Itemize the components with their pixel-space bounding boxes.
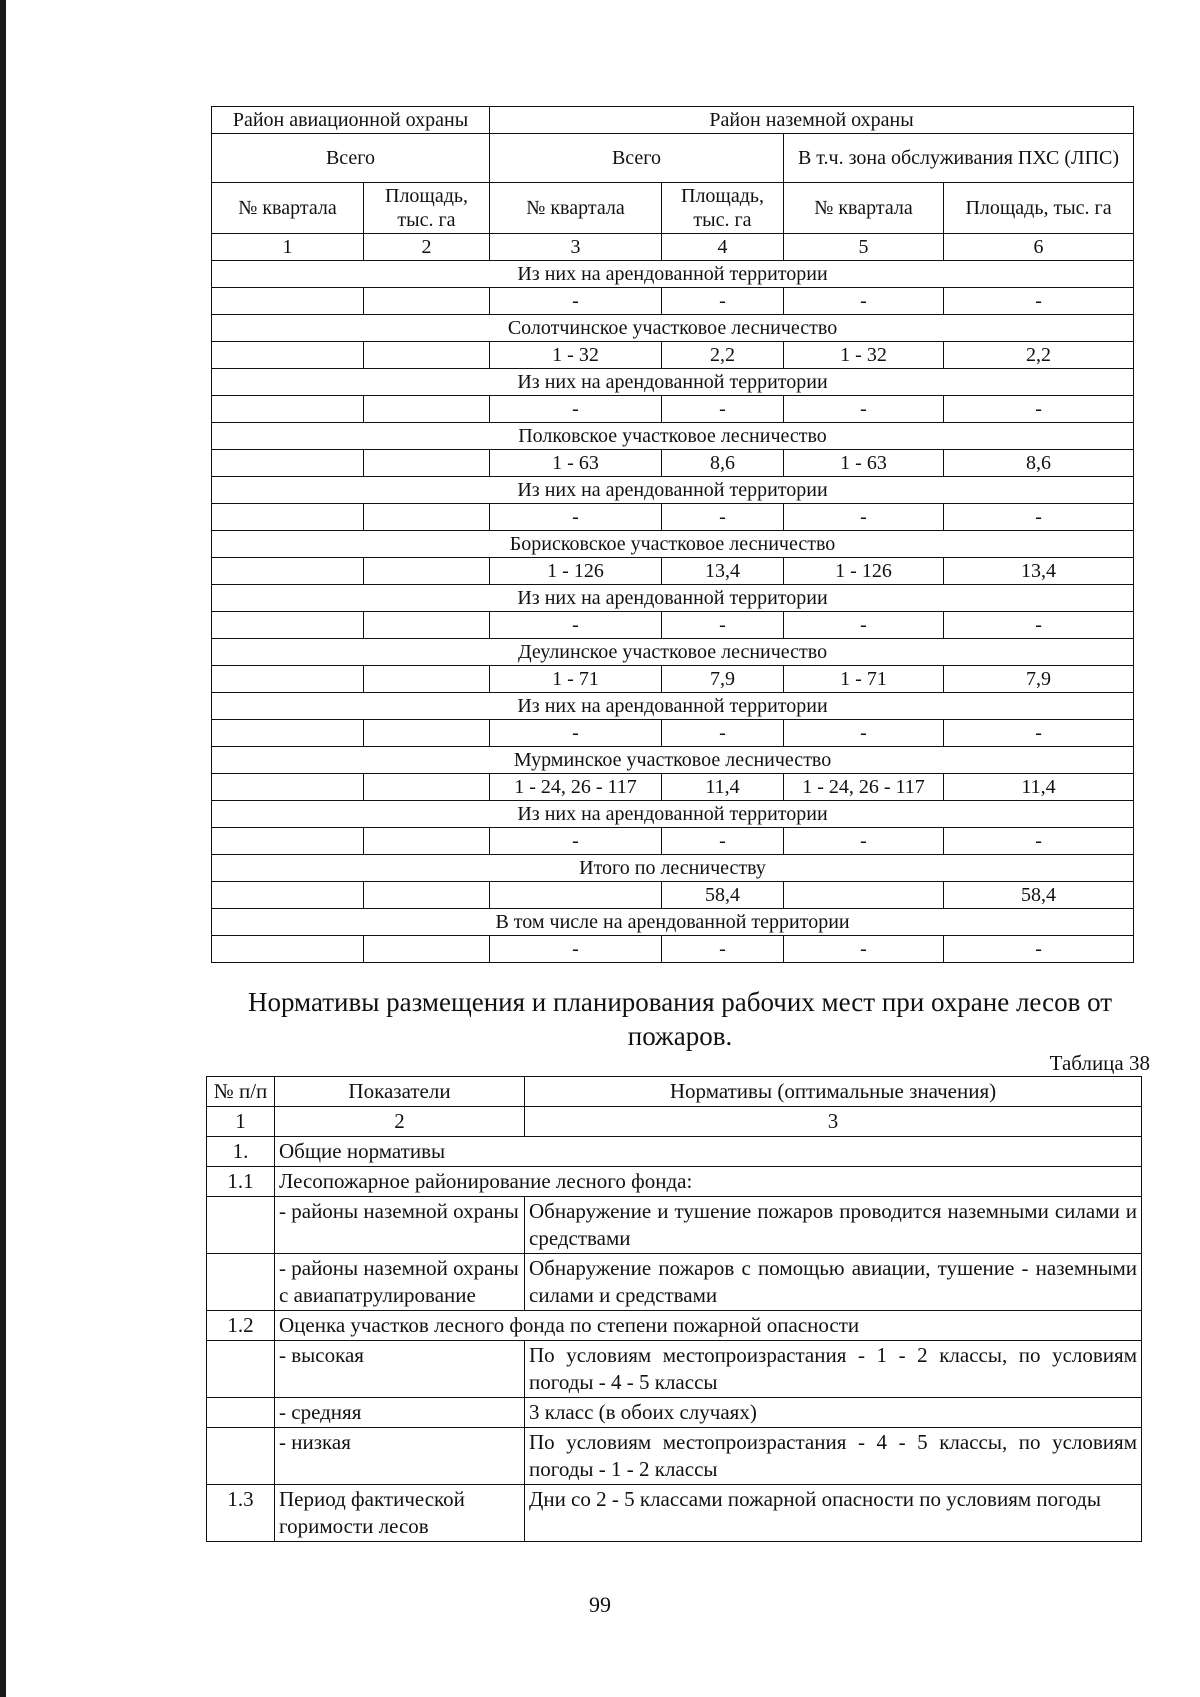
col-number: 4 (662, 234, 784, 261)
table2-header-row (207, 1077, 1142, 1107)
table1-header-row-3 (212, 183, 1134, 234)
table-cell (364, 828, 490, 855)
table-cell: - (784, 504, 944, 531)
scan-edge (0, 0, 6, 1697)
table1-header-row-1 (212, 107, 1134, 134)
table-cell (212, 720, 364, 747)
header-col2: Площадь, тыс. га (364, 183, 490, 234)
row-number (207, 1398, 275, 1428)
section-row (212, 909, 1134, 936)
table-cell: 1 - 71 (490, 666, 662, 693)
table-cell: - (490, 504, 662, 531)
table1-body (212, 107, 1134, 963)
table-cell (212, 774, 364, 801)
table-cell (364, 612, 490, 639)
table-cell: 7,9 (662, 666, 784, 693)
section-title: Итого по лесничеству (212, 855, 1134, 882)
table-cell (364, 666, 490, 693)
table-cell: - (662, 936, 784, 963)
indicator-cell: - высокая (275, 1341, 525, 1398)
page-number: 99 (589, 1592, 611, 1617)
section-title: Деулинское участковое лесничество (212, 639, 1134, 666)
col-number: 3 (525, 1107, 1142, 1137)
table-cell: - (490, 936, 662, 963)
table-cell (364, 558, 490, 585)
table-cell (364, 396, 490, 423)
section-title: Из них на арендованной территории (212, 693, 1134, 720)
table-cell: 1 - 63 (490, 450, 662, 477)
row-number (207, 1254, 275, 1311)
table-cell (364, 882, 490, 909)
table-cell: 2,2 (944, 342, 1134, 369)
table-cell: 1 - 24, 26 - 117 (784, 774, 944, 801)
section-title: Из них на арендованной территории (212, 477, 1134, 504)
header-num: № п/п (207, 1077, 275, 1107)
header-pxs-zone: В т.ч. зона обслуживания ПХС (ЛПС) (784, 134, 1134, 183)
table-cell: - (662, 396, 784, 423)
table-cell (364, 342, 490, 369)
table-cell: - (662, 612, 784, 639)
header-norms: Нормативы (оптимальные значения) (525, 1077, 1142, 1107)
norm-cell: Обнаружение и тушение пожаров проводится наземными силами и средствами (525, 1197, 1142, 1254)
section-row (212, 315, 1134, 342)
table1-header-row-2 (212, 134, 1134, 183)
row-number: 1.2 (207, 1311, 275, 1341)
table-cell (364, 720, 490, 747)
norm-cell: 3 класс (в обоих случаях) (525, 1398, 1142, 1428)
header-ground: Район наземной охраны (490, 107, 1134, 134)
norm-cell: По условиям местопроизрастания - 4 - 5 классы, по условиям погоды - 1 - 2 классы (525, 1428, 1142, 1485)
table-row (212, 936, 1134, 963)
table-row (212, 828, 1134, 855)
table-cell: - (784, 828, 944, 855)
table-cell: - (944, 720, 1134, 747)
table-cell: 1 - 24, 26 - 117 (490, 774, 662, 801)
table-cell: - (784, 288, 944, 315)
table-cell (212, 666, 364, 693)
row-number: 1.3 (207, 1485, 275, 1542)
table-cell: - (784, 612, 944, 639)
section-heading: Нормативы размещения и планирования рабочих мест при охране лесов от пожаров. (247, 987, 1113, 1051)
row-number (207, 1341, 275, 1398)
header-total-aviation: Всего (212, 134, 490, 183)
table-cell (212, 936, 364, 963)
table-row (212, 450, 1134, 477)
table-cell (784, 882, 944, 909)
section-row (212, 639, 1134, 666)
table-cell: 1 - 63 (784, 450, 944, 477)
table2-number-row (207, 1107, 1142, 1137)
section-row (212, 747, 1134, 774)
table-cell: 7,9 (944, 666, 1134, 693)
row-number: 1.1 (207, 1167, 275, 1197)
table-cell: - (662, 288, 784, 315)
table-cell: 13,4 (662, 558, 784, 585)
table-row (212, 774, 1134, 801)
table-cell: 11,4 (944, 774, 1134, 801)
table-cell: - (662, 720, 784, 747)
header-col4: Площадь, тыс. га (662, 183, 784, 234)
col-number: 5 (784, 234, 944, 261)
table-cell: - (944, 612, 1134, 639)
table-row (212, 882, 1134, 909)
table2-body (207, 1077, 1142, 1542)
table-cell: 1 - 32 (784, 342, 944, 369)
header-col3: № квартала (490, 183, 662, 234)
fire-protection-norms-table (206, 1076, 1142, 1542)
table-row (207, 1341, 1142, 1398)
header-col5: № квартала (784, 183, 944, 234)
table-cell (212, 396, 364, 423)
table-cell: - (944, 288, 1134, 315)
table-cell: 1 - 126 (490, 558, 662, 585)
table-row (212, 558, 1134, 585)
table-cell: 58,4 (944, 882, 1134, 909)
table-cell: - (784, 720, 944, 747)
section-title: Полковское участковое лесничество (212, 423, 1134, 450)
group-title: Общие нормативы (275, 1137, 1142, 1167)
group-title: Оценка участков лесного фонда по степени пожарной опасности (275, 1311, 1142, 1341)
table-cell (364, 288, 490, 315)
table-cell (212, 342, 364, 369)
header-aviation: Район авиационной охраны (212, 107, 490, 134)
table-cell: 1 - 32 (490, 342, 662, 369)
norm-cell: По условиям местопроизрастания - 1 - 2 классы, по условиям погоды - 4 - 5 классы (525, 1341, 1142, 1398)
table-row (212, 612, 1134, 639)
table-cell: - (784, 936, 944, 963)
col-number: 1 (207, 1107, 275, 1137)
section-row (212, 855, 1134, 882)
section-row (212, 801, 1134, 828)
table-cell (212, 450, 364, 477)
table-row (212, 396, 1134, 423)
table-row (212, 504, 1134, 531)
section-row (212, 369, 1134, 396)
forest-protection-areas-table (211, 106, 1134, 963)
table-cell (212, 288, 364, 315)
table-cell: 8,6 (944, 450, 1134, 477)
section-title: Из них на арендованной территории (212, 369, 1134, 396)
section-row (212, 531, 1134, 558)
section-title: Из них на арендованной территории (212, 585, 1134, 612)
indicator-cell: - низкая (275, 1428, 525, 1485)
table-cell (364, 936, 490, 963)
group-row (207, 1167, 1142, 1197)
table-row (207, 1254, 1142, 1311)
section-row (212, 477, 1134, 504)
indicator-cell: Период фактической горимости лесов (275, 1485, 525, 1542)
table-cell: 11,4 (662, 774, 784, 801)
section-row (212, 423, 1134, 450)
section-row (212, 693, 1134, 720)
table-cell: 1 - 71 (784, 666, 944, 693)
table-cell: 8,6 (662, 450, 784, 477)
table-cell (490, 882, 662, 909)
table-cell: - (944, 828, 1134, 855)
table-cell (212, 504, 364, 531)
table-row (207, 1398, 1142, 1428)
header-total-ground: Всего (490, 134, 784, 183)
header-col1: № квартала (212, 183, 364, 234)
table-cell: 13,4 (944, 558, 1134, 585)
indicator-cell: - средняя (275, 1398, 525, 1428)
table-cell: - (944, 936, 1134, 963)
table-cell: - (490, 612, 662, 639)
table-cell: - (490, 396, 662, 423)
table-row (207, 1428, 1142, 1485)
section-title: Борисковское участковое лесничество (212, 531, 1134, 558)
table-cell (212, 882, 364, 909)
col-number: 6 (944, 234, 1134, 261)
section-title: Мурминское участковое лесничество (212, 747, 1134, 774)
table-row (207, 1485, 1142, 1542)
table-cell: 2,2 (662, 342, 784, 369)
table-row (207, 1197, 1142, 1254)
col-number: 2 (275, 1107, 525, 1137)
table-cell: - (662, 504, 784, 531)
table-cell (212, 558, 364, 585)
col-number: 1 (212, 234, 364, 261)
section-title: В том числе на арендованной территории (212, 909, 1134, 936)
indicator-cell: - районы наземной охраны (275, 1197, 525, 1254)
table-cell: 58,4 (662, 882, 784, 909)
col-number: 2 (364, 234, 490, 261)
section-title: Из них на арендованной территории (212, 261, 1134, 288)
table-cell: - (662, 828, 784, 855)
norm-cell: Дни со 2 - 5 классами пожарной опасности по условиям погоды (525, 1485, 1142, 1542)
table-row (212, 666, 1134, 693)
table-row (212, 342, 1134, 369)
table-number: Таблица 38 (1049, 1051, 1150, 1075)
table-cell (212, 828, 364, 855)
table-cell: 1 - 126 (784, 558, 944, 585)
table-cell (364, 774, 490, 801)
group-row (207, 1137, 1142, 1167)
table-cell: - (490, 288, 662, 315)
table-cell: - (784, 396, 944, 423)
table-row (212, 288, 1134, 315)
table-cell (364, 504, 490, 531)
row-number (207, 1428, 275, 1485)
table-cell: - (490, 828, 662, 855)
table-cell: - (944, 504, 1134, 531)
table-cell (212, 612, 364, 639)
row-number: 1. (207, 1137, 275, 1167)
section-title: Из них на арендованной территории (212, 801, 1134, 828)
group-title: Лесопожарное районирование лесного фонда: (275, 1167, 1142, 1197)
table-cell: - (944, 396, 1134, 423)
group-row (207, 1311, 1142, 1341)
section-title: Солотчинское участковое лесничество (212, 315, 1134, 342)
header-indicators: Показатели (275, 1077, 525, 1107)
col-number: 3 (490, 234, 662, 261)
table1-number-row (212, 234, 1134, 261)
row-number (207, 1197, 275, 1254)
section-row (212, 585, 1134, 612)
indicator-cell: - районы наземной охраны с авиапатрулирование (275, 1254, 525, 1311)
table-cell: - (490, 720, 662, 747)
table-cell (364, 450, 490, 477)
header-col6: Площадь, тыс. га (944, 183, 1134, 234)
norm-cell: Обнаружение пожаров с помощью авиации, тушение - наземными силами и средствами (525, 1254, 1142, 1311)
table-row (212, 720, 1134, 747)
section-row (212, 261, 1134, 288)
